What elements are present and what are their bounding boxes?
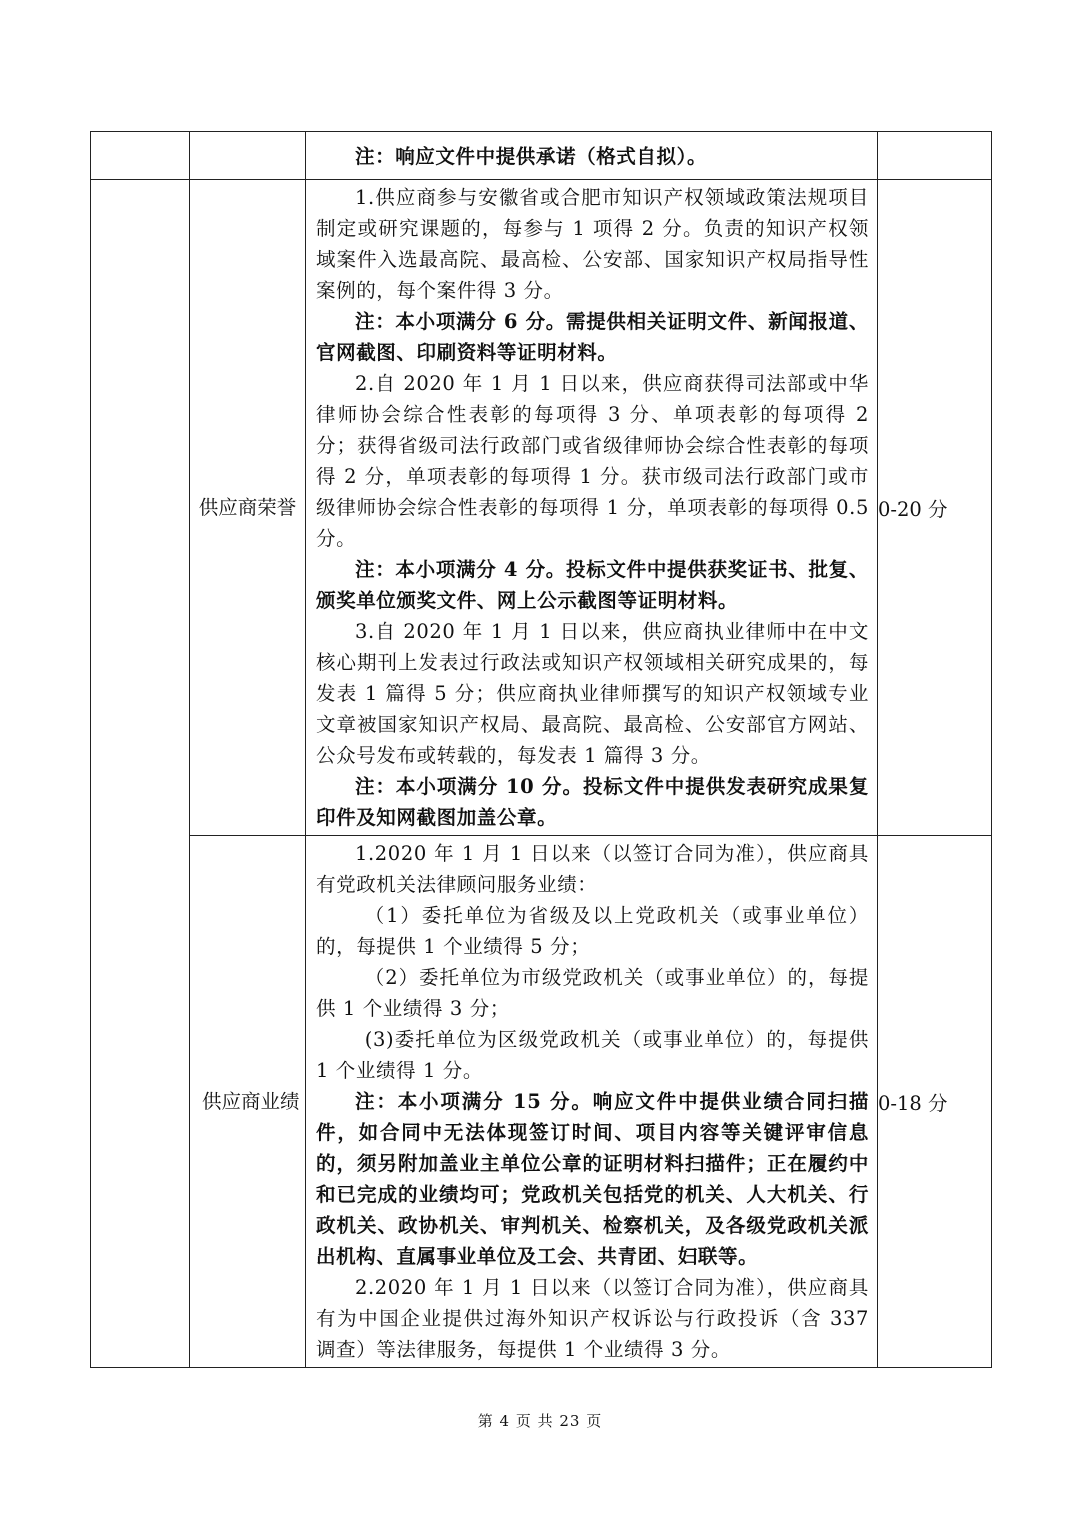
criteria-cell bbox=[306, 132, 878, 180]
criteria-text: （1）委托单位为省级及以上党政机关（或事业单位）的，每提供 1 个业绩得 5 分； bbox=[316, 904, 869, 958]
score-range: 0-20 分 bbox=[878, 180, 992, 836]
criteria-cell bbox=[306, 836, 878, 1368]
criteria-text: 2.自 2020 年 1 月 1 日以来，供应商获得司法部或中华律师协会综合性表彰的每项得 3 分、单项表彰的每项得 2 分；获得省级司法行政部门或省级律师协会综合性表彰的每项得 2 分，单项表彰的每项得 1 分。获市级司法行政部门或市级律师协会综合性表彰的每项得 1 分，单项表彰的每项得 0.5 分。 bbox=[316, 372, 869, 550]
table-cell-empty bbox=[190, 132, 306, 180]
table-row bbox=[91, 132, 992, 180]
note-text: 注：本小项满分 4 分。投标文件中提供获奖证书、批复、颁奖单位颁奖文件、网上公示截图等证明材料。 bbox=[316, 558, 869, 612]
table-cell-empty bbox=[91, 180, 190, 1368]
criteria-content bbox=[306, 836, 877, 1367]
table-row bbox=[91, 180, 992, 836]
page-footer: 第 4 页 共 23 页 bbox=[477, 1412, 603, 1430]
criteria-text: 1.供应商参与安徽省或合肥市知识产权领域政策法规项目制定或研究课题的，每参与 1 项得 2 分。负责的知识产权领域案件入选最高院、最高检、公安部、国家知识产权局指导性案例的，每个案件得 3 分。 bbox=[316, 186, 869, 302]
table-row bbox=[91, 836, 992, 1368]
note-text: 注：响应文件中提供承诺（格式自拟）。 bbox=[355, 145, 708, 168]
criteria-text: 2.2020 年 1 月 1 日以来（以签订合同为准），供应商具有为中国企业提供过海外知识产权诉讼与行政投诉（含 337 调查）等法律服务，每提供 1 个业绩得 3 分。 bbox=[316, 1276, 869, 1361]
category-label: 供应商荣誉 bbox=[190, 180, 306, 836]
criteria-text: (3)委托单位为区级党政机关（或事业单位）的，每提供 1 个业绩得 1 分。 bbox=[316, 1028, 869, 1082]
criteria-cell bbox=[306, 180, 878, 836]
criteria-text: 1.2020 年 1 月 1 日以来（以签订合同为准），供应商具有党政机关法律顾问服务业绩： bbox=[316, 842, 869, 896]
table-cell-empty bbox=[91, 132, 190, 180]
scoring-table bbox=[90, 131, 992, 1368]
note-text: 注：本小项满分 15 分。响应文件中提供业绩合同扫描件，如合同中无法体现签订时间、项目内容等关键评审信息的，须另附加盖业主单位公章的证明材料扫描件；正在履约中和已完成的业绩均可；党政机关包括党的机关、人大机关、行政机关、政协机关、审判机关、检察机关，及各级党政机关派出机构、直属事业单位及工会、共青团、妇联等。 bbox=[316, 1090, 869, 1268]
criteria-text: （2）委托单位为市级党政机关（或事业单位）的，每提供 1 个业绩得 3 分； bbox=[316, 966, 869, 1020]
table-cell-empty bbox=[878, 132, 992, 180]
note-text: 注：本小项满分 6 分。需提供相关证明文件、新闻报道、官网截图、印刷资料等证明材料。 bbox=[316, 310, 869, 364]
score-range: 0-18 分 bbox=[878, 836, 992, 1368]
criteria-text: 3.自 2020 年 1 月 1 日以来，供应商执业律师中在中文核心期刊上发表过行政法或知识产权领域相关研究成果的，每发表 1 篇得 5 分；供应商执业律师撰写的知识产权领域专业文章被国家知识产权局、最高院、最高检、公安部官方网站、公众号发布或转载的，每发表 1 篇得 3 分。 bbox=[316, 620, 869, 767]
category-label: 供应商业绩 bbox=[190, 836, 306, 1368]
note-text: 注：本小项满分 10 分。投标文件中提供发表研究成果复印件及知网截图加盖公章。 bbox=[316, 775, 869, 829]
criteria-content bbox=[306, 180, 877, 835]
